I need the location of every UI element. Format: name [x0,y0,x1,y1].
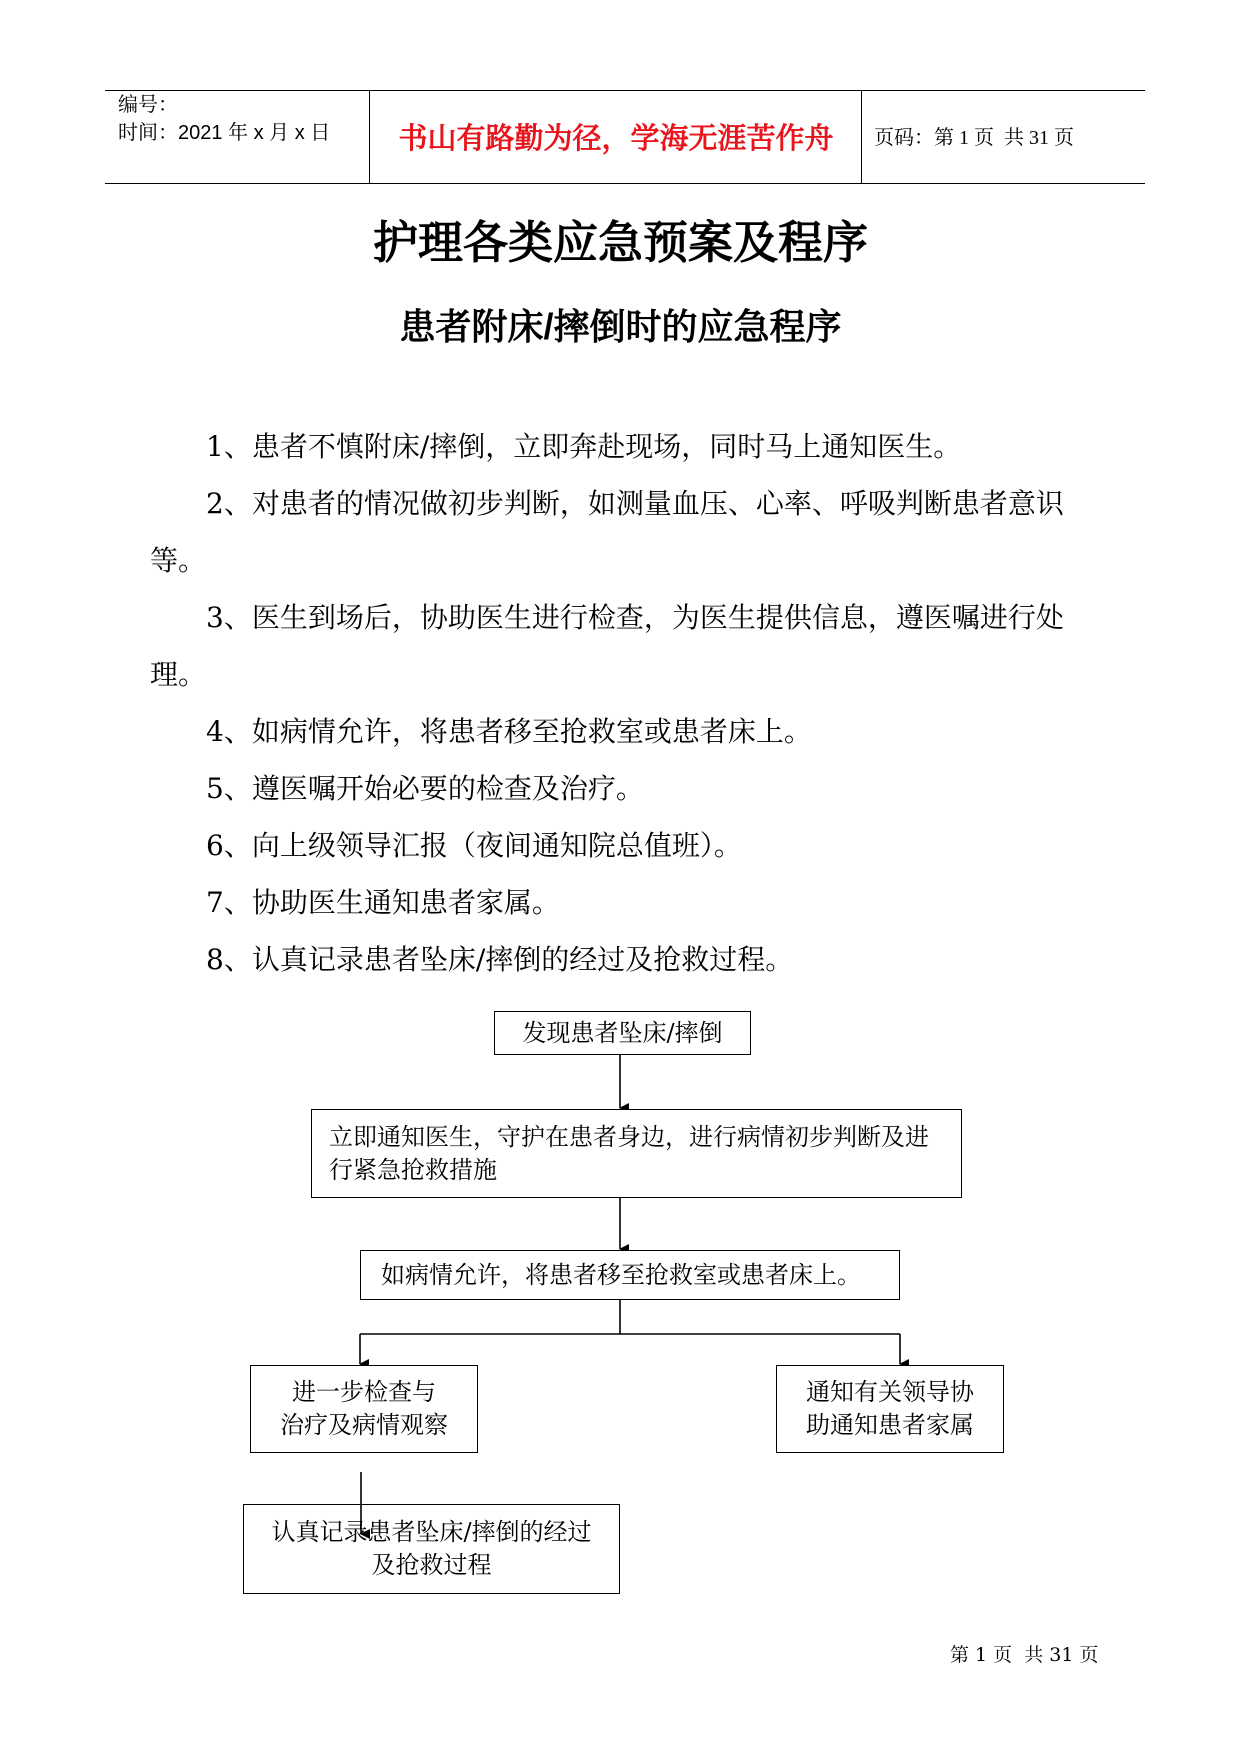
flow-box-record-process [243,1504,620,1594]
flow-box-notify-leaders [776,1365,1004,1453]
steps-list [150,418,1110,988]
flow-box-3-line-1: 如病情允许，将患者移至抢救室或患者床上。 [381,1260,861,1289]
header-divider-left [369,90,370,184]
header-page-info: 页码：第 1 页 共 31 页 [874,127,1074,149]
flow-box-5-line-2: 助通知患者家属 [806,1411,974,1439]
flow-box-4-line-1: 进一步检查与 [292,1378,436,1406]
step-2-line-2: 等。 [150,544,207,577]
header-motto: 书山有路勤为径，学海无涯苦作舟 [398,121,834,155]
flow-box-further-exam [250,1365,478,1453]
flow-box-move-patient [360,1250,900,1300]
header-divider-right [861,90,862,184]
flow-box-6-line-2: 及抢救过程 [371,1551,492,1579]
header-number-label: 编号： [118,94,178,116]
flow-box-1-line-1: 发现患者坠床/摔倒 [522,1018,723,1047]
header-bottom-rule [105,183,1145,184]
flow-box-5-line-1: 通知有关领导协 [806,1378,974,1406]
step-8-line-1: 8、认真记录患者坠床/摔倒的经过及抢救过程。 [206,943,794,976]
step-6-line-1: 6、向上级领导汇报（夜间通知院总值班）。 [206,829,742,862]
flow-box-discover-fall [494,1011,751,1055]
header-time-label: 时间：2021 年 x 月 x 日 [118,122,331,144]
flow-box-2-line-1: 立即通知医生，守护在患者身边，进行病情初步判断及进 [329,1122,929,1151]
step-1-line-1: 1、患者不慎附床/摔倒，立即奔赴现场，同时马上通知医生。 [206,430,962,463]
flow-box-4-line-2: 治疗及病情观察 [280,1411,448,1439]
document-subtitle: 患者附床/摔倒时的应急程序 [399,306,842,347]
header-top-rule [105,90,1145,91]
step-3-line-1: 3、医生到场后，协助医生进行检查，为医生提供信息，遵医嘱进行处 [206,601,1064,634]
step-2-line-1: 2、对患者的情况做初步判断，如测量血压、心率、呼吸判断患者意识 [206,487,1064,520]
step-3-line-2: 理。 [150,658,207,691]
document-title: 护理各类应急预案及程序 [372,217,868,268]
step-4-line-1: 4、如病情允许，将患者移至抢救室或患者床上。 [206,715,812,748]
page-footer: 第 1 页 共 31 页 [950,1644,1099,1666]
flow-box-6-line-1: 认真记录患者坠床/摔倒的经过 [271,1518,592,1546]
flow-box-2-line-2: 行紧急抢救措施 [329,1155,497,1184]
flow-box-notify-doctor [311,1109,962,1198]
step-7-line-1: 7、协助医生通知患者家属。 [206,886,560,919]
step-5-line-1: 5、遵医嘱开始必要的检查及治疗。 [206,772,644,805]
